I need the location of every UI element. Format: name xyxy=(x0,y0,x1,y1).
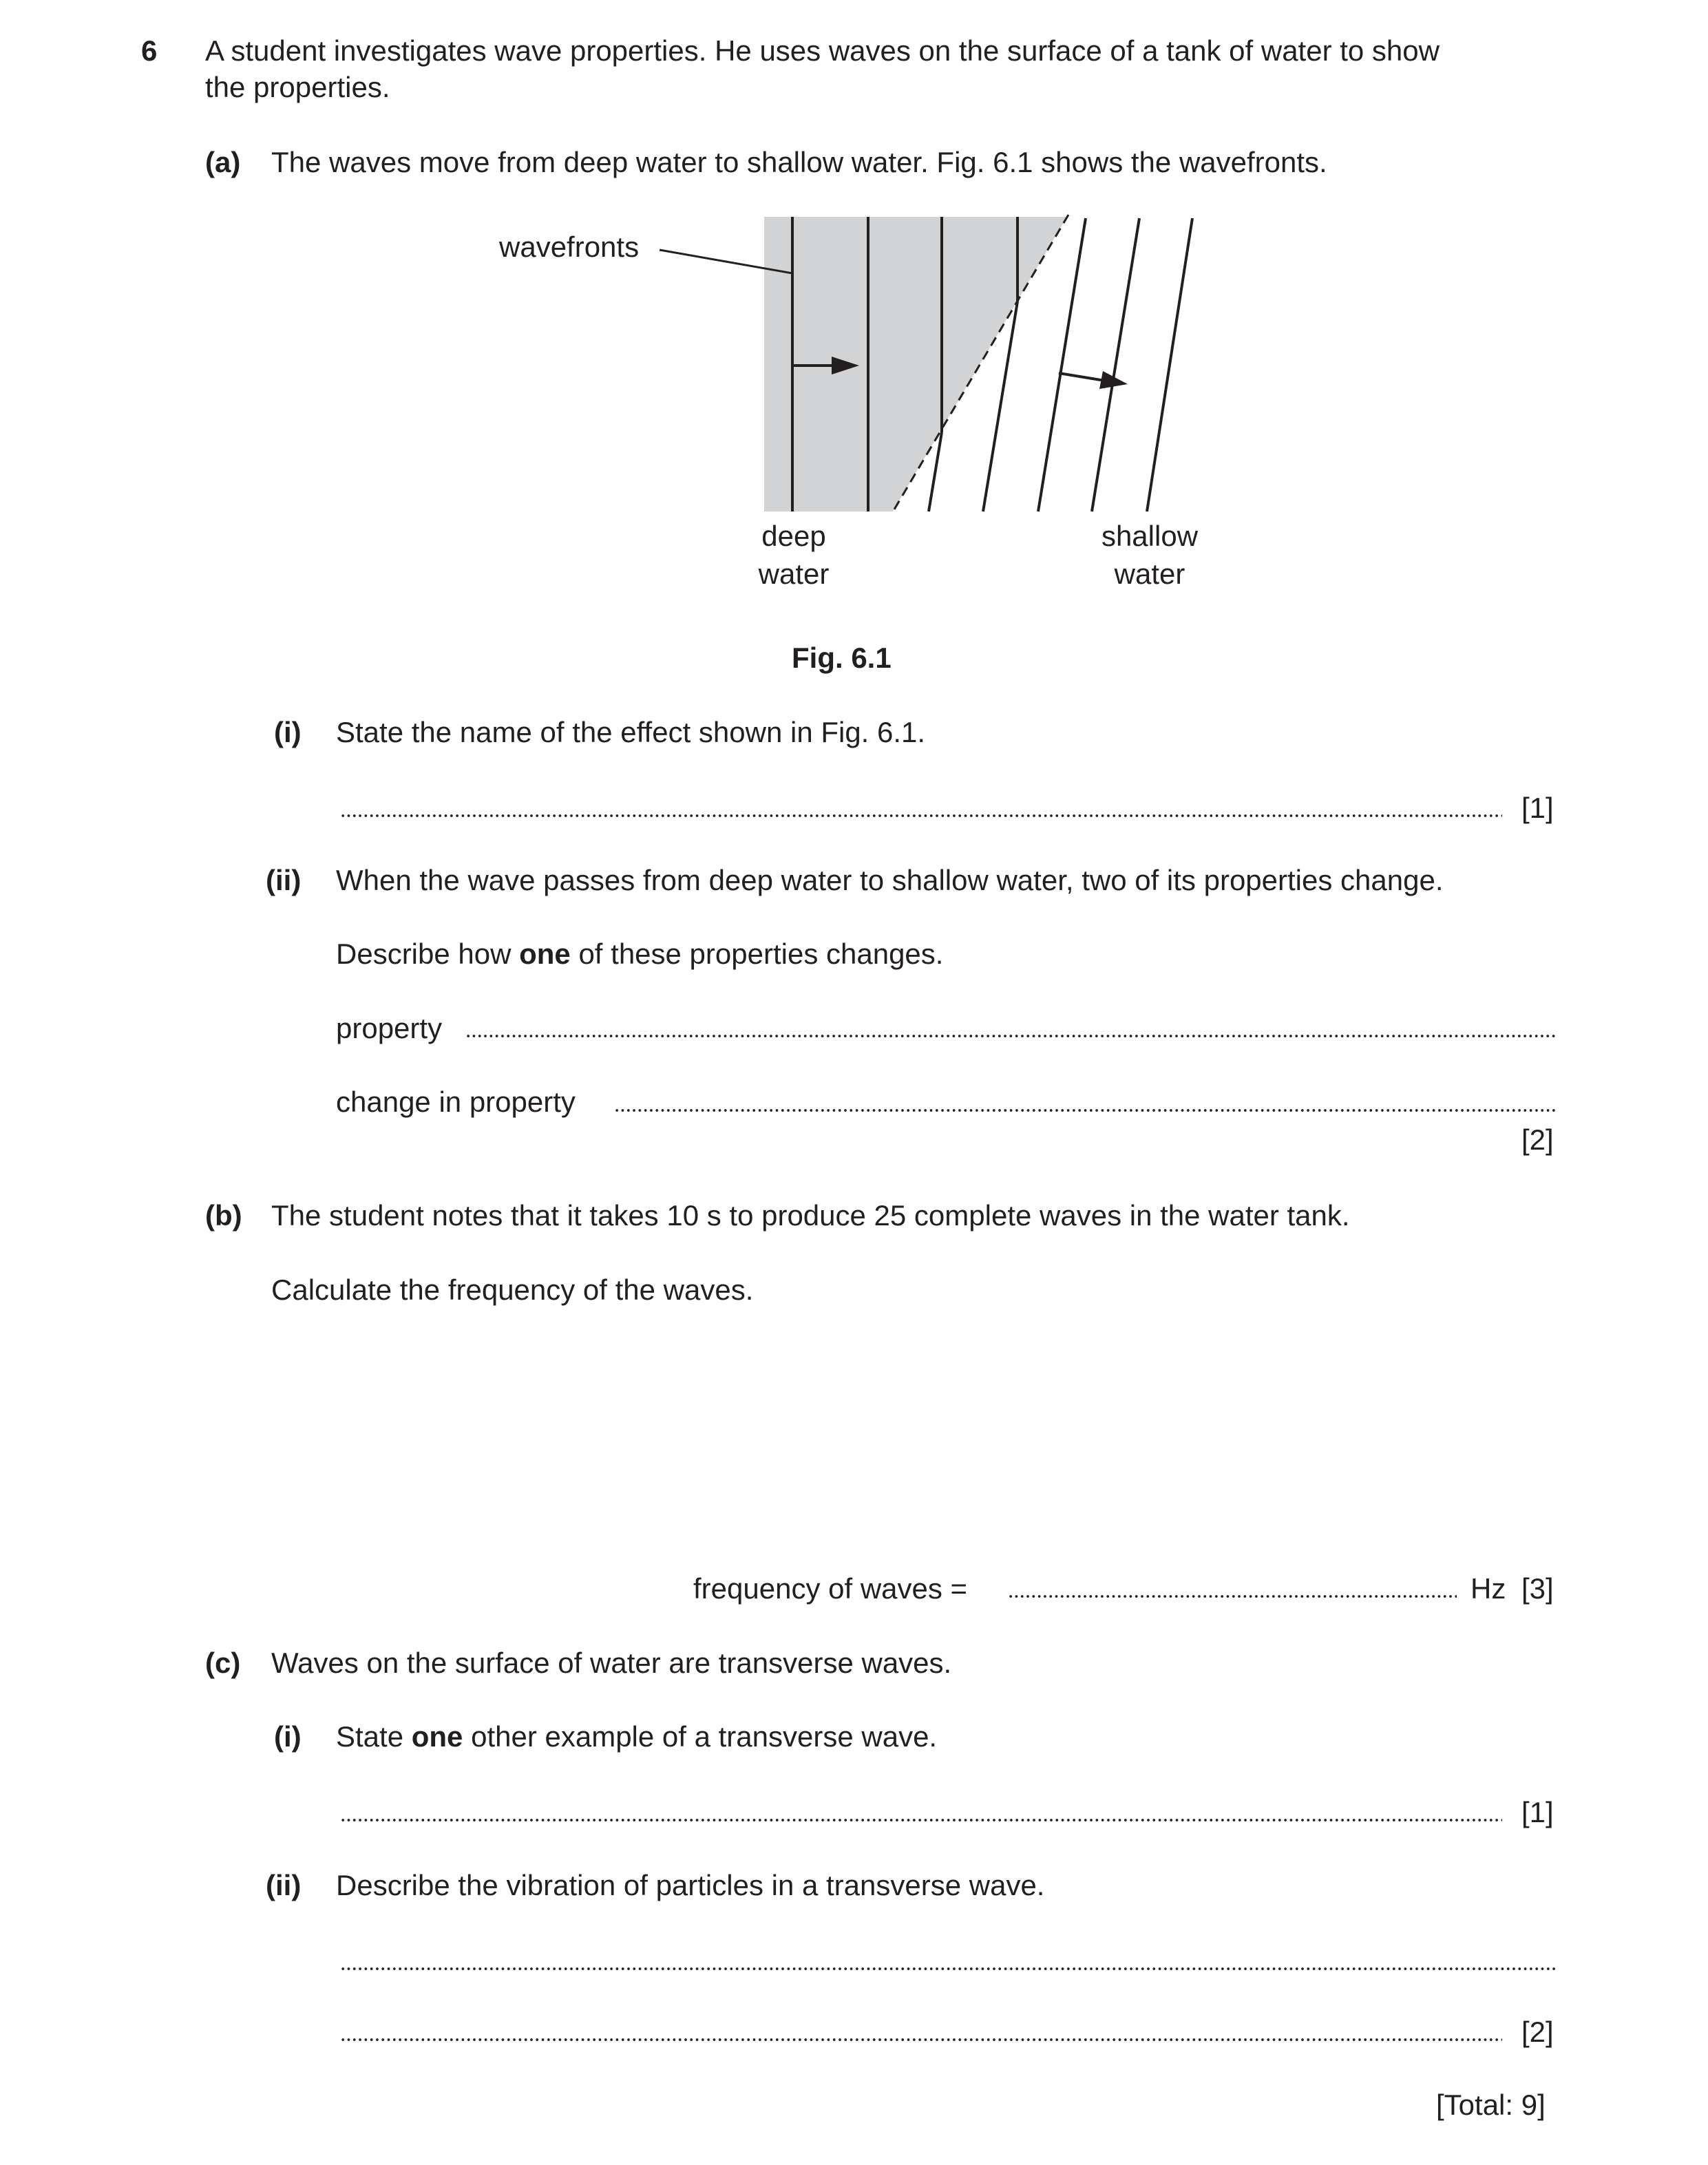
part-b-prompt: Calculate the frequency of the waves. xyxy=(271,1274,754,1306)
part-a-ii-label: (ii) xyxy=(266,864,302,896)
label-deep-2: water xyxy=(758,558,830,590)
question-number: 6 xyxy=(141,34,158,67)
label-wavefronts: wavefronts xyxy=(499,231,640,263)
label-deep-1: deep xyxy=(761,520,826,552)
part-a-i-label: (i) xyxy=(274,716,302,748)
direction-arrow-shallow xyxy=(1059,371,1128,389)
part-a-label: (a) xyxy=(205,146,241,178)
part-c-ii-label: (ii) xyxy=(266,1869,302,1901)
part-c-i-label: (i) xyxy=(274,1720,302,1753)
answer-line-frequency[interactable] xyxy=(1008,1594,1457,1598)
total-marks: [Total: 9] xyxy=(1436,2089,1546,2121)
marks-a-ii: [2] xyxy=(1521,1123,1554,1156)
frequency-answer-label: frequency of waves = xyxy=(693,1572,968,1605)
figure-wavefronts-diagram xyxy=(0,0,1708,620)
part-b-label: (b) xyxy=(205,1199,242,1232)
answer-line-c-ii-1[interactable] xyxy=(340,1967,1557,1971)
part-a-i-text: State the name of the effect shown in Fig. 6.1. xyxy=(336,716,926,748)
question-intro-line-1: A student investigates wave properties. He uses waves on the surface of a tank of water to show xyxy=(205,34,1440,67)
working-space[interactable] xyxy=(271,1322,1557,1556)
label-shallow-2: water xyxy=(1114,558,1185,590)
part-c-label: (c) xyxy=(205,1647,241,1679)
label-shallow-1: shallow xyxy=(1101,520,1199,552)
part-a-text: The waves move from deep water to shallow water. Fig. 6.1 shows the wavefronts. xyxy=(271,146,1327,178)
marks-c-i: [1] xyxy=(1521,1796,1554,1828)
part-c-i-prompt: State one other example of a transverse wave. xyxy=(336,1720,938,1753)
property-label: property xyxy=(336,1012,443,1044)
marks-a-i: [1] xyxy=(1521,792,1554,824)
change-in-property-label: change in property xyxy=(336,1086,576,1118)
marks-b: [3] xyxy=(1521,1572,1554,1605)
figure-caption: Fig. 6.1 xyxy=(792,642,892,674)
part-c-text: Waves on the surface of water are transverse waves. xyxy=(271,1647,952,1679)
answer-line-a-i[interactable] xyxy=(340,814,1502,818)
marks-c-ii: [2] xyxy=(1521,2016,1554,2048)
part-a-ii-text: When the wave passes from deep water to shallow water, two of its properties change. xyxy=(336,864,1444,896)
answer-line-c-ii-2[interactable] xyxy=(340,2038,1502,2042)
question-intro-line-2: the properties. xyxy=(205,71,390,103)
answer-line-property[interactable] xyxy=(465,1034,1557,1038)
frequency-unit: Hz xyxy=(1470,1572,1506,1605)
part-a-ii-prompt: Describe how one of these properties changes. xyxy=(336,938,944,970)
answer-line-change[interactable] xyxy=(614,1108,1557,1112)
answer-line-c-i[interactable] xyxy=(340,1818,1502,1822)
part-b-text: The student notes that it takes 10 s to produce 25 complete waves in the water tank. xyxy=(271,1199,1350,1232)
part-c-ii-text: Describe the vibration of particles in a transverse wave. xyxy=(336,1869,1045,1901)
